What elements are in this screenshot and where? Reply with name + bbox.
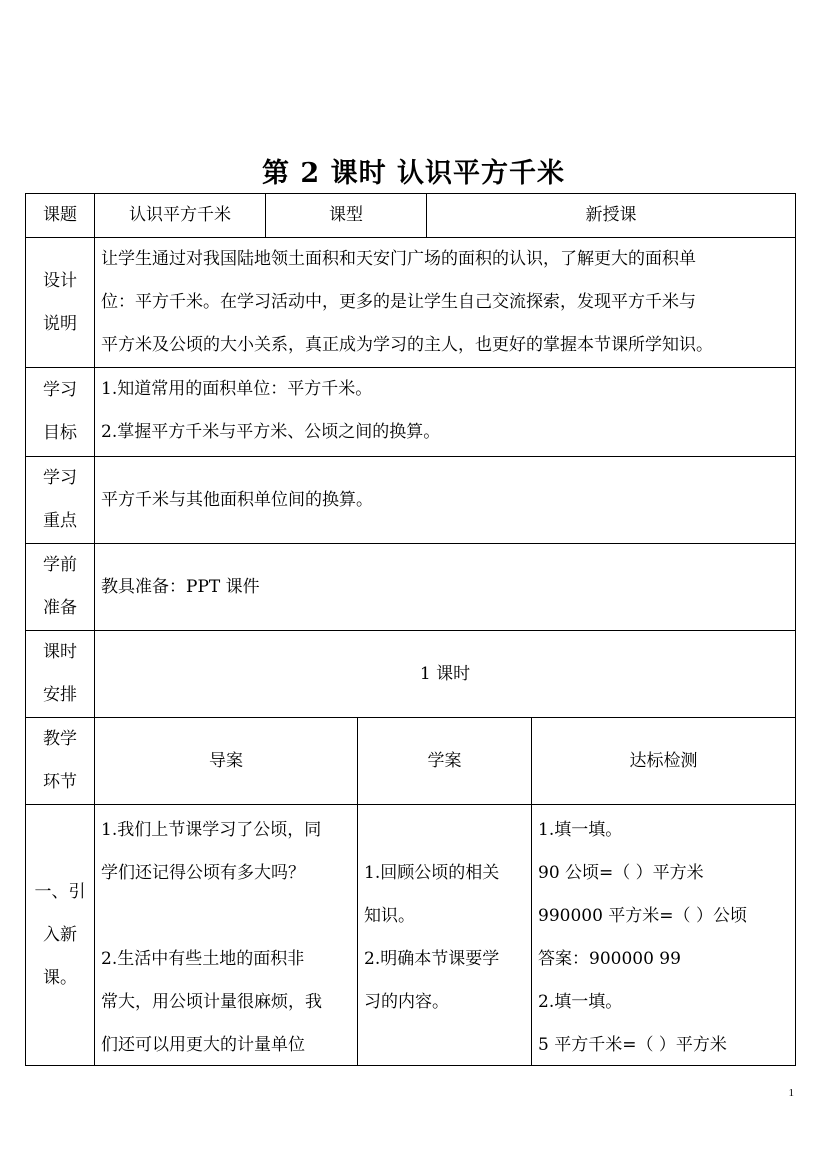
- intro-study: [357, 804, 532, 1066]
- phase-label-line: 教学: [43, 729, 77, 749]
- schedule-label: [25, 630, 95, 718]
- intro-study-line: 习的内容。: [364, 992, 449, 1012]
- design-text-line: 位：平方千米。在学习活动中，更多的是让学生自己交流探索，发现平方千米与: [101, 292, 696, 312]
- focus-label: [25, 456, 95, 544]
- lesson-type-value: 新授课: [426, 193, 796, 238]
- goals-label-line: 目标: [43, 423, 77, 443]
- goals-text: [94, 367, 796, 457]
- schedule-label-line: 安排: [43, 685, 77, 705]
- intro-check: [531, 804, 796, 1066]
- goals-line: 1.知道常用的面积单位：平方千米。: [101, 379, 373, 399]
- design-label: [25, 237, 95, 368]
- check-header: 达标检测: [531, 717, 796, 805]
- design-text-line: 平方米及公顷的大小关系，真正成为学习的主人，也更好的掌握本节课所学知识。: [101, 335, 713, 355]
- page-number: 1: [788, 1087, 794, 1099]
- focus-label-line: 学习: [43, 468, 77, 488]
- intro-study-line: 知识。: [364, 906, 415, 926]
- intro-guide-line: [101, 895, 351, 938]
- prep-label: [25, 543, 95, 631]
- design-label-line: 说明: [43, 313, 77, 334]
- study-header: 学案: [357, 717, 532, 805]
- design-text-line: 让学生通过对我国陆地领土面积和天安门广场的面积的认识，了解更大的面积单: [101, 249, 696, 269]
- topic-label: 课题: [25, 193, 95, 238]
- schedule-text: 1 课时: [94, 630, 796, 718]
- goals-label-line: 学习: [43, 380, 77, 400]
- intro-guide-line: 们还可以用更大的计量单位: [101, 1035, 305, 1055]
- intro-guide-line: 学们还记得公顷有多大吗？: [101, 863, 305, 883]
- page-title: 第 2 课时 认识平方千米: [262, 158, 565, 189]
- intro-study-line: 2.明确本节课要学: [364, 949, 500, 969]
- focus-label-line: 重点: [43, 511, 77, 531]
- design-text: [94, 237, 796, 368]
- topic-value: 认识平方千米: [94, 193, 266, 238]
- lesson-type-label: 课型: [265, 193, 427, 238]
- design-label-line: 设计: [43, 270, 77, 291]
- prep-label-line: 准备: [43, 598, 77, 618]
- intro-guide-line: 常大，用公顷计量很麻烦，我: [101, 992, 322, 1012]
- intro-check-line: 90 公顷=（ ）平方米: [538, 863, 704, 883]
- prep-text: 教具准备：PPT 课件: [94, 543, 796, 631]
- intro-guide-line: 2.生活中有些土地的面积非: [101, 949, 305, 969]
- intro-check-line: 990000 平方米=（ ）公顷: [538, 906, 747, 926]
- guide-header: 导案: [94, 717, 358, 805]
- focus-text: 平方千米与其他面积单位间的换算。: [94, 456, 796, 544]
- intro-check-line: 1.填一填。: [538, 820, 623, 840]
- phase-label-line: 环节: [43, 772, 77, 792]
- intro-label-line: 课。: [43, 967, 77, 988]
- intro-check-line: 答案：900000 99: [538, 949, 681, 969]
- intro-study-line: 1.回顾公顷的相关: [364, 863, 500, 883]
- phase-label: [25, 717, 95, 805]
- intro-guide: [94, 804, 358, 1066]
- intro-check-line: 2.填一填。: [538, 992, 623, 1012]
- goals-line: 2.掌握平方千米与平方米、公顷之间的换算。: [101, 422, 441, 442]
- intro-label-line: 一、引: [34, 881, 86, 902]
- intro-guide-line: 1.我们上节课学习了公顷，同: [101, 820, 322, 840]
- intro-label-line: 入新: [43, 924, 77, 945]
- schedule-label-line: 课时: [43, 642, 77, 662]
- intro-label: [25, 804, 95, 1066]
- goals-label: [25, 367, 95, 457]
- intro-check-line: 5 平方千米=（ ）平方米: [538, 1035, 727, 1055]
- prep-label-line: 学前: [43, 555, 77, 575]
